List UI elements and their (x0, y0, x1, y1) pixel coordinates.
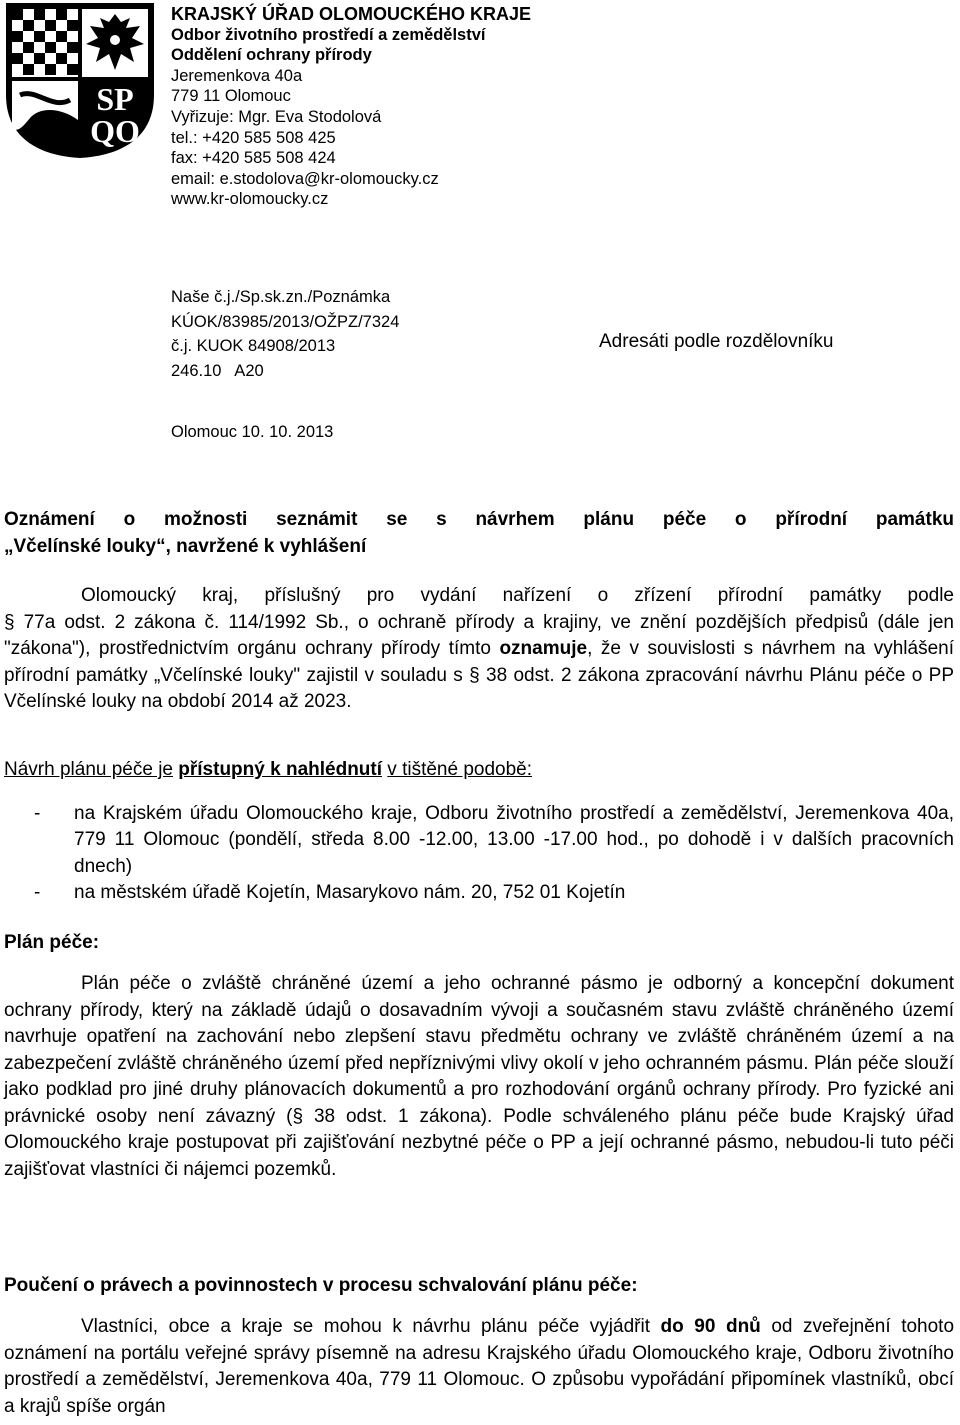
list-item (4, 801, 954, 881)
title-line-2: „Včelínské louky“, navržené k vyhlášení (4, 536, 367, 557)
section-name: Oddělení ochrany přírody (171, 46, 372, 65)
reference-block (171, 285, 399, 384)
intro-line-1: Olomoucký kraj, příslušný pro vydání nařízení o zřízení přírodní památky podle (81, 585, 954, 606)
rights-text-a: Vlastníci, obce a kraje se mohou k návrhu plánu péče vyjádřit (81, 1316, 650, 1337)
availability-list (4, 801, 954, 907)
plan-label: Plán péče: (4, 932, 100, 953)
filing-code: 246.10 A20 (171, 362, 264, 381)
fax: fax: +420 585 508 424 (171, 149, 336, 168)
department-name: Odbor životního prostředí a zemědělství (171, 25, 486, 44)
list-item-text: na městském úřadě Kojetín, Masarykovo nám. 20, 752 01 Kojetín (74, 882, 626, 903)
case-number: č.j. KUOK 84908/2013 (171, 337, 336, 356)
office-name: KRAJSKÝ ÚŘAD OLOMOUCKÉHO KRAJE (171, 4, 532, 24)
rights-deadline: do 90 dnů (660, 1316, 761, 1337)
plan-text: Plán péče o zvláště chráněné území a jeho ochranné pásmo je odborný a koncepční dokument ochrany přírody, který na základě údajů o dosavadním vývoji a současném stavu zvláště chráněného území navrhuje opatření na zachování nebo zlepšení stavu předmětu ochrany ve zvláště chráněném území a na zabezpečení zvláště chráněného území před nepříznivými vlivy okolí v jeho ochranném pásmu. Plán péče slouží jako podklad pro jiné druhy plánovacích dokumentů a pro rozhodování orgánů ochrany přírody. Pro fyzické ani právnické osoby není závazný (§ 38 odst. 1 zákona). Podle schváleného plánu péče bude Krajský úřad Olomouckého kraje postupovat při zajišťování nezbytné péče o PP a její ochranné pásmo, nebudou-li tuto péči zajišťovat vlastníci či nájemci pozemků. (4, 973, 954, 1180)
telephone: tel.: +420 585 508 425 (171, 128, 336, 147)
rights-text-c: od zveřejnění tohoto oznámení na portálu veřejné správy písemně na adresu Krajského úřadu Olomouckého kraje, Odboru životního prostředí a zemědělství, Jeremenkova 40a, 779 11 Olomouc. O způsobu vypořádání připomínek vlastníků, obcí a krajů spíše orgán (4, 1316, 955, 1417)
logo-letters-qo: QO (90, 113, 140, 149)
city-address: 779 11 Olomouc (171, 87, 291, 106)
olomouc-region-coat-of-arms-logo (0, 0, 160, 160)
website[interactable]: www.kr-olomoucky.cz (171, 190, 329, 209)
availability-section (4, 757, 954, 907)
intro-keyword: oznamuje (499, 638, 588, 659)
rights-heading: Poučení o právech a povinnostech v procesu schvalování plánu péče: (4, 1275, 638, 1296)
addressee: Adresáti podle rozdělovníku (599, 331, 834, 352)
street-address: Jeremenkova 40a (171, 66, 303, 85)
availability-text-c: v tištěné podobě: (387, 759, 533, 780)
document-title (4, 506, 954, 560)
place-date: Olomouc 10. 10. 2013 (171, 423, 334, 441)
plan-paragraph (4, 971, 954, 1183)
office-header (171, 4, 531, 210)
availability-text-a: Návrh plánu péče je (4, 759, 173, 780)
intro-paragraph (4, 583, 954, 716)
intro-text-a: § 77a odst. 2 zákona č. 114/1992 Sb., o ochraně přírody a krajiny, ve znění pozdějších předpisů (dále jen "zákona"), prostřednictvím orgánu ochrany přírody tímto (4, 611, 954, 659)
title-line-1: Oznámení o možnosti seznámit se s návrhem plánu péče o přírodní památku (4, 509, 954, 530)
rights-paragraph (4, 1314, 954, 1420)
list-item-text: na Krajském úřadu Olomouckého kraje, Odboru životního prostředí a zemědělství, Jeremenkova 40a, 779 11 Olomouc (pondělí, středa 8.00 -12.00, 13.00 -17.00 hod., po dohodě i v dalších pracovních dnech) (74, 802, 954, 877)
handler: Vyřizuje: Mgr. Eva Stodolová (171, 107, 382, 126)
dash-bullet: - (34, 802, 41, 824)
email[interactable]: email: e.stodolova@kr-olomoucky.cz (171, 169, 439, 188)
intro-text-b: , že v souvislosti s návrhem na vyhlášení přírodní památky „Včelínské louky" zajistil v souladu s § 38 odst. 2 zákona zpracování návrhu Plánu péče o PP Včelínské louky na období 2014 až 2023. (4, 638, 954, 712)
file-number: KÚOK/83985/2013/OŽPZ/7324 (171, 312, 400, 331)
list-item (4, 880, 954, 907)
dash-bullet: - (34, 882, 41, 903)
reference-label: Naše č.j./Sp.sk.zn./Poznámka (171, 288, 391, 306)
logo-letters-sp: SP (96, 81, 134, 117)
availability-emphasis: přístupný k nahlédnutí (178, 759, 383, 780)
